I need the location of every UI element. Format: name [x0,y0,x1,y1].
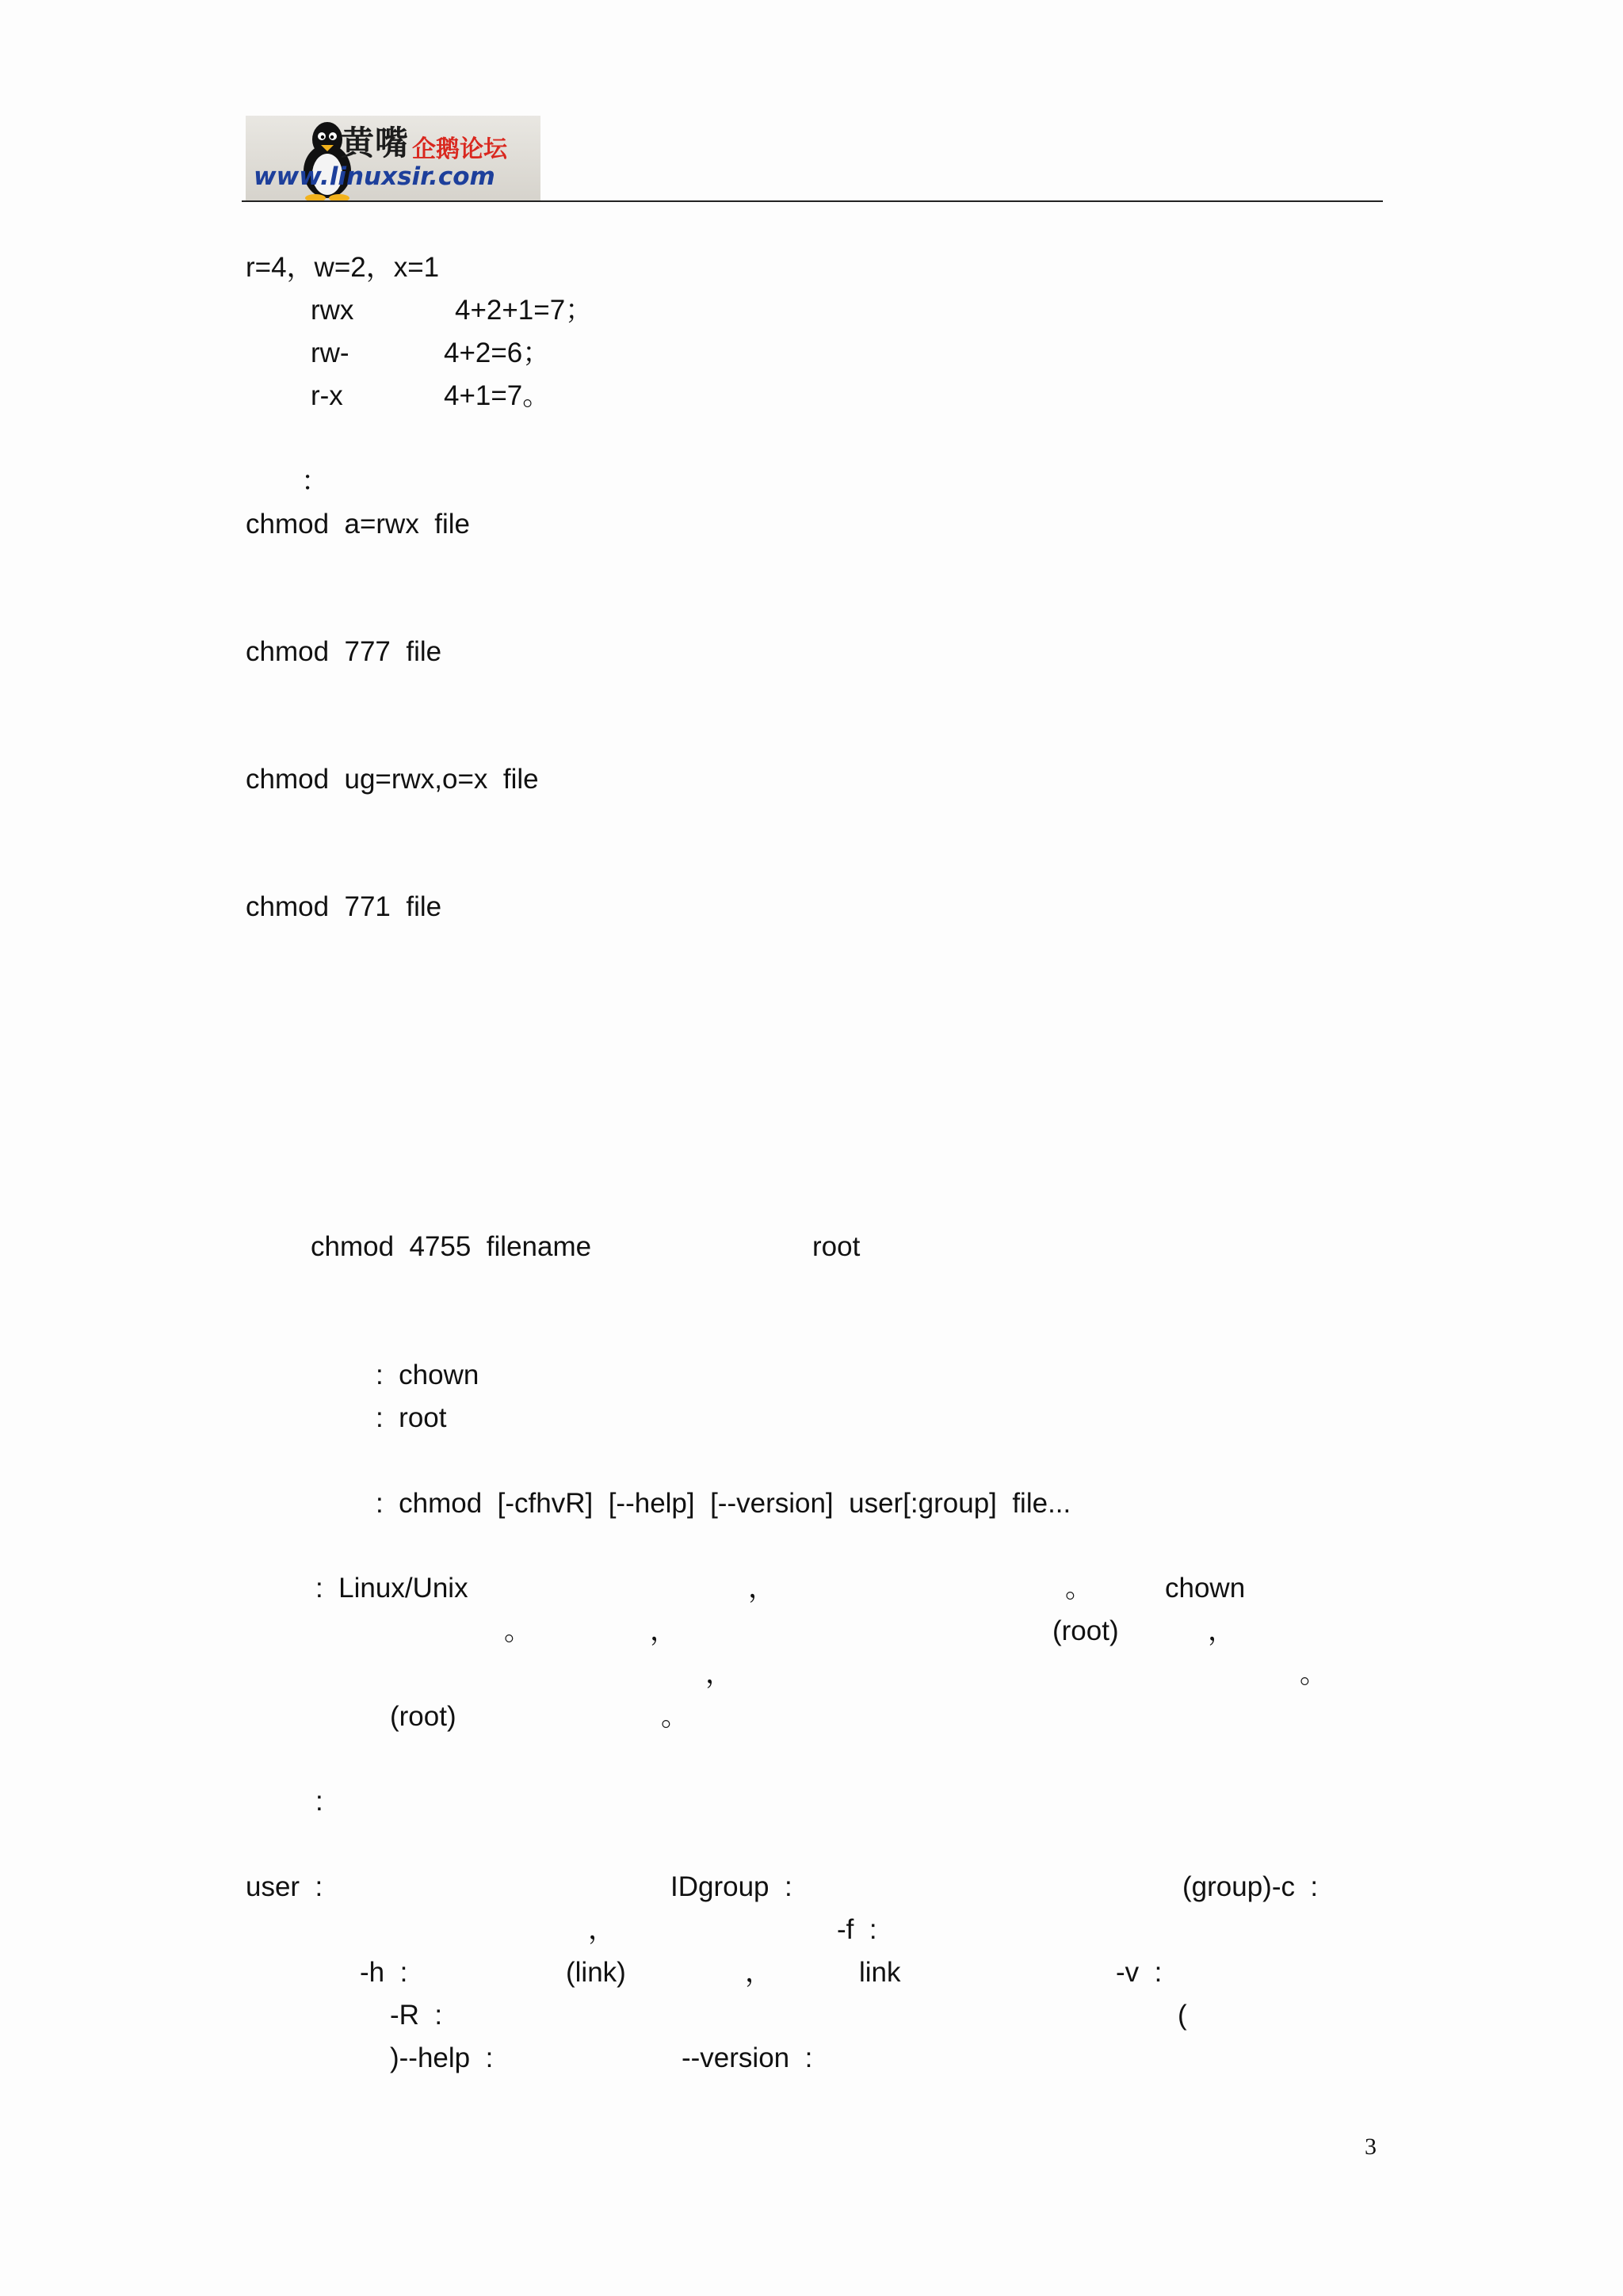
example-command: chmod 777 file [246,636,442,667]
perm-sum-rw: 4+2=6； [444,338,551,368]
desc-text: (root) [390,1701,456,1732]
param-text: (group)-c : [1182,1871,1319,1902]
param-text: user : [246,1871,323,1902]
examples-colon: ： [301,466,330,497]
desc-text: : Linux/Unix [315,1573,468,1604]
example-command: chmod a=rwx file [246,509,471,540]
desc-text: ， [748,1573,777,1604]
desc-text: ， [1208,1615,1236,1646]
param-text: )--help : [390,2042,494,2073]
param-text: -v : [1116,1957,1163,1988]
chown-name-line: : chown [376,1360,479,1390]
desc-text: chown [1165,1573,1246,1604]
desc-text: (root) [1052,1615,1119,1646]
param-text: ， [745,1957,773,1988]
page-number: 3 [1365,2134,1377,2160]
perm-values-line: r=4，w=2，x=1 [246,252,440,283]
header-logo [246,116,540,201]
param-text: -h : [360,1957,408,1988]
param-text: ( [1178,2000,1187,2031]
desc-text: ， [650,1615,678,1646]
perm-row-rwx: rwx [311,295,354,326]
suid-owner: root [812,1231,861,1262]
param-text: --version : [682,2042,813,2073]
chown-syntax-line: : chmod [-cfhvR] [--help] [--version] user[:group] file... [376,1488,1071,1519]
perm-row-rw: rw- [311,338,349,368]
param-text: -f : [837,1914,877,1945]
param-text: link [859,1957,901,1988]
logo-forum-text: 企鹅论坛 [412,135,507,163]
desc-text: 。 [504,1615,533,1646]
example-command: chmod ug=rwx,o=x file [246,764,539,795]
perm-sum-rx: 4+1=7。 [444,380,551,411]
param-text: -R : [390,2000,443,2031]
param-text: IDgroup : [670,1871,792,1902]
perm-sum-rwx: 4+2+1=7； [455,295,594,326]
params-colon: : [315,1786,323,1817]
desc-text: 。 [1065,1573,1094,1604]
desc-text: 。 [661,1701,689,1732]
chown-user-line: : root [376,1402,447,1433]
param-text: (link) [566,1957,626,1988]
param-text: ， [588,1914,617,1945]
logo-brand-text: 黄嘴 [341,124,410,162]
desc-text: ， [705,1658,734,1689]
desc-text: 。 [1300,1658,1328,1689]
logo-url-text: www.linuxsir.com [254,162,495,191]
example-command: chmod 771 file [246,891,442,922]
suid-command: chmod 4755 filename [311,1231,592,1262]
header-rule [242,200,1383,202]
perm-row-rx: r-x [311,380,343,411]
